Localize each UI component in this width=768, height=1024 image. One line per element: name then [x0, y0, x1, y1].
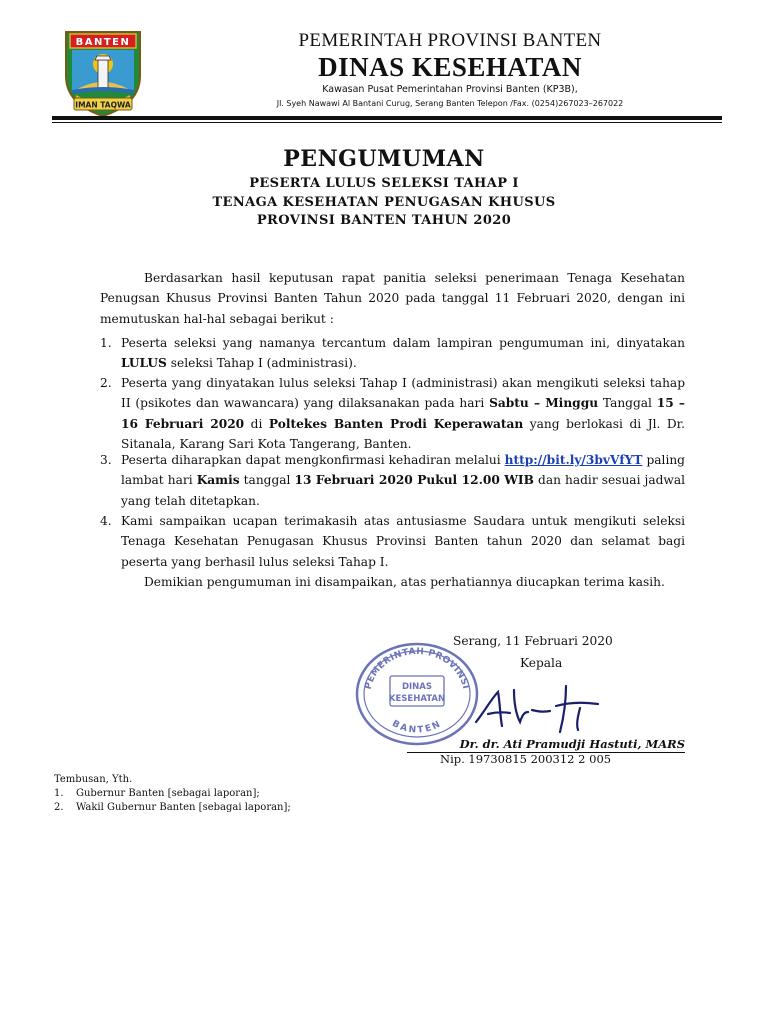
logo-bottom-text: IMAN TAQWA [75, 100, 131, 110]
signatory-name: Dr. dr. Ati Pramudji Hastuti, MARS [407, 737, 685, 753]
announcement-subtitle-2: TENAGA KESEHATAN PENUGASAN KHUSUS [212, 195, 556, 210]
signatory-nip: Nip. 19730815 200312 2 005 [440, 752, 612, 766]
list-item-text: Wakil Gubernur Banten [sebagai laporan]; [76, 802, 291, 813]
announcement-subtitle-1: PESERTA LULUS SELEKSI TAHAP I [249, 176, 519, 191]
letterhead-address-2: Jl. Syeh Nawawi Al Bantani Curug, Serang Banten Telepon /Fax. (0254)267023–267022 [276, 99, 624, 108]
stamp-outer-bottom-text: BANTEN [390, 718, 444, 736]
official-stamp [352, 638, 482, 748]
list-item-number: 3. [100, 453, 112, 467]
signature-place-date: Serang, 11 Februari 2020 [453, 634, 613, 648]
letterhead-government: PEMERINTAH PROVINSI BANTEN [298, 30, 602, 51]
banten-coat-of-arms-logo [60, 24, 146, 118]
announcement-subtitle-3: PROVINSI BANTEN TAHUN 2020 [256, 213, 512, 228]
list-item-text: Kami sampaikan ucapan terimakasih atas antusiasme Saudara untuk mengikuti seleksi Tenaga Kesehatan Penugasan Khusus Provinsi Banten tahun 2020 dan selamat bagi peserta yang berhasil lulus seleksi Tahap I. [121, 514, 685, 569]
list-item-number: 1. [100, 336, 112, 350]
handwritten-signature [470, 682, 610, 738]
stamp-outer-top-text: PEMERINTAH PROVINSI [363, 646, 471, 691]
intro-paragraph: Berdasarkan hasil keputusan rapat panitia seleksi penerimaan Tenaga Kesehatan Penugsan Khusus Provinsi Banten Tahun 2020 pada tanggal 11 Februari 2020, dengan ini memutuskan hal-hal sebagai berikut : [100, 271, 685, 326]
list-item-number: 2. [54, 802, 64, 813]
list-item-number: 4. [100, 514, 112, 528]
letterhead-divider-thin [52, 122, 722, 123]
list-item [100, 511, 685, 572]
stamp-inner-text-1: DINAS [401, 682, 433, 692]
list-item-text: Peserta yang dinyatakan lulus seleksi Tahap I (administrasi) akan mengikuti seleksi tahap II (psikotes dan wawancara) yang dilaksanakan pada hari Sabtu – Minggu Tanggal 15 – 16 Februari 2020 di Poltekes Banten Prodi Keperawatan yang berlokasi di Jl. Dr. Sitanala, Karang Sari Kota Tangerang, Banten. [121, 376, 686, 452]
letterhead-address-1: Kawasan Pusat Pemerintahan Provinsi Banten (KP3B), [322, 84, 578, 95]
confirmation-link[interactable]: http://bit.ly/3bvVfYT [504, 453, 643, 467]
list-item [100, 373, 685, 455]
list-item-text: Peserta seleksi yang namanya tercantum dalam lampiran pengumuman ini, dinyatakan LULUS seleksi Tahap I (administrasi). [121, 336, 685, 371]
letterhead-divider-thick [52, 116, 722, 120]
list-item [100, 333, 685, 374]
list-item-number: 2. [100, 376, 112, 390]
list-item [100, 450, 685, 511]
list-item [54, 802, 291, 813]
announcement-title: PENGUMUMAN [283, 146, 485, 172]
list-item [54, 788, 260, 799]
svg-text:BANTEN [390, 719, 443, 736]
signature-role: Kepala [520, 656, 563, 670]
copies-heading: Tembusan, Yth. [54, 774, 133, 785]
list-item-text: Gubernur Banten [sebagai laporan]; [76, 788, 260, 799]
letterhead-agency: DINAS KESEHATAN [318, 52, 582, 82]
logo-top-text: BANTEN [75, 37, 131, 48]
list-item-number: 1. [54, 788, 64, 799]
closing-paragraph: Demikian pengumuman ini disampaikan, atas perhatiannya diucapkan terima kasih. [144, 575, 665, 589]
stamp-inner-text-2: KESEHATAN [388, 694, 446, 704]
list-item-text: Peserta diharapkan dapat mengkonfirmasi kehadiran melalui http://bit.ly/3bvVfYT paling lambat hari Kamis tanggal 13 Februari 2020 Pukul 12.00 WIB dan hadir sesuai jadwal yang telah ditetapkan. [121, 453, 685, 508]
